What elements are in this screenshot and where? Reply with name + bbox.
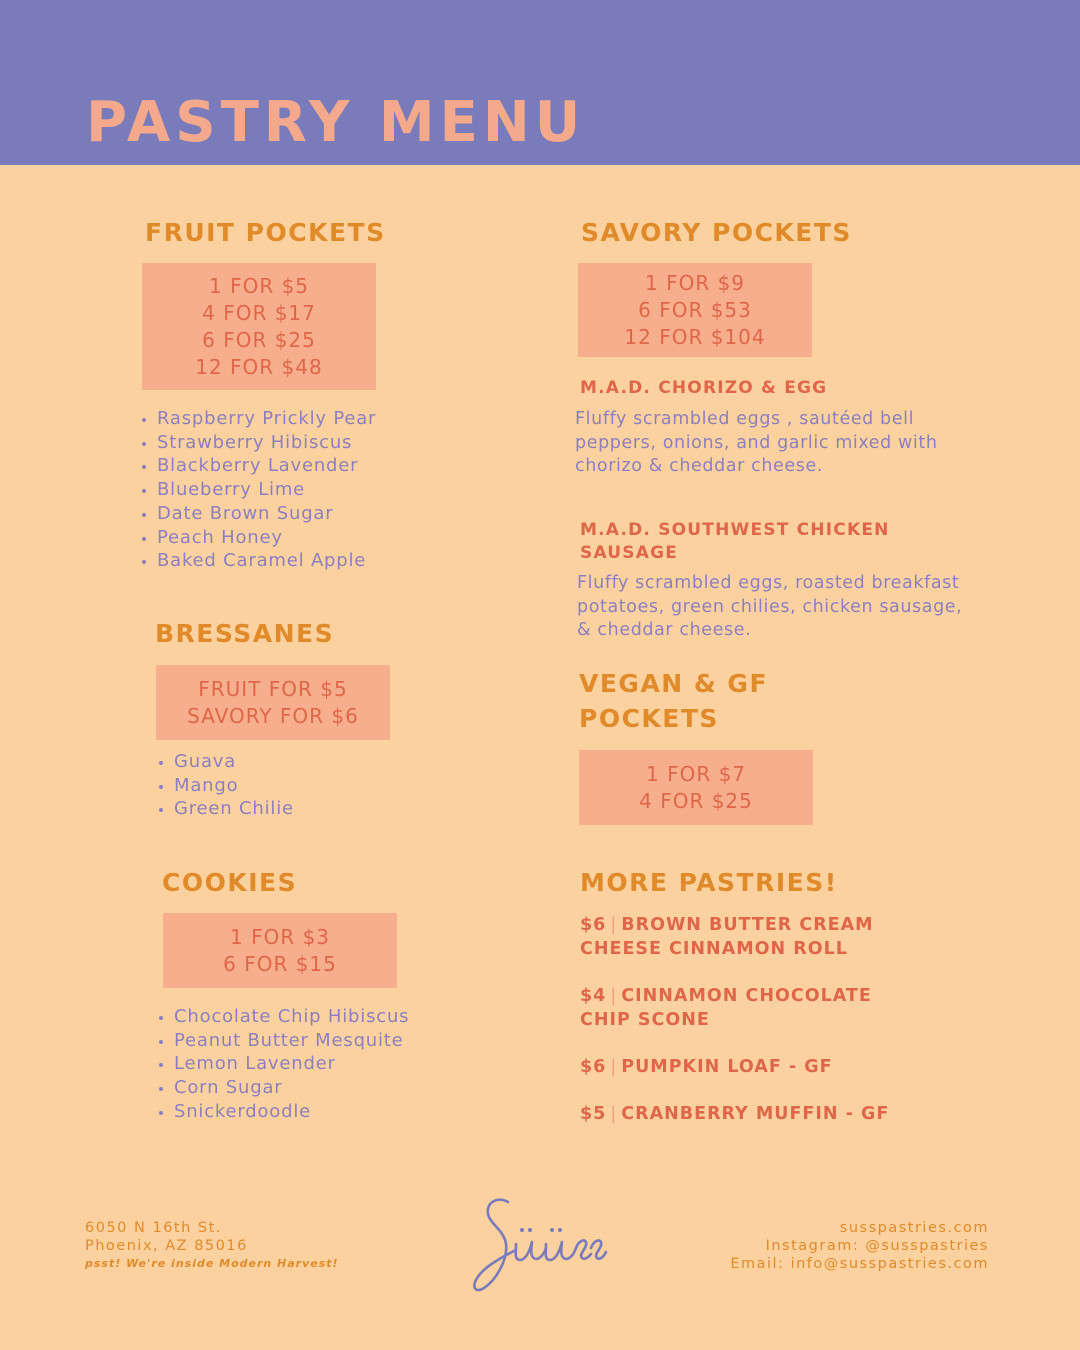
item-name: CINNAMON CHOCOLATE [621, 986, 872, 1006]
item-name: BROWN BUTTER CREAM [621, 915, 874, 935]
email-link[interactable]: Email: info@susspastries.com [730, 1256, 989, 1272]
bressanes-flavor-list [157, 750, 294, 821]
footer-contact [730, 1219, 989, 1273]
savory-pockets-price-box [578, 263, 812, 357]
price-line: 1 FOR $9 [644, 270, 746, 295]
location-note: psst! We're inside Modern Harvest! [85, 1257, 339, 1270]
instagram-link[interactable]: Instagram: @susspastries [765, 1238, 989, 1254]
item-price: $5 [580, 1104, 607, 1124]
savory-item-description: Fluffy scrambled eggs , sautéed bell peppers, onions, and garlic mixed with chorizo & cheddar cheese. [575, 409, 938, 476]
list-item: Baked Caramel Apple [140, 549, 376, 573]
price-line: SAVORY FOR $6 [187, 703, 359, 728]
more-pastry-item [580, 1103, 889, 1127]
list-item: Peanut Butter Mesquite [157, 1029, 409, 1053]
suss-logo [470, 1192, 610, 1297]
cookies-title: COOKIES [162, 868, 298, 897]
bressanes-price-box [156, 665, 390, 740]
bressanes-title: BRESSANES [155, 619, 335, 648]
item-price: $6 [580, 1057, 607, 1077]
price-line: 6 FOR $25 [202, 327, 316, 352]
price-line: 1 FOR $3 [229, 924, 331, 949]
price-line: 6 FOR $15 [223, 951, 337, 976]
price-line: 6 FOR $53 [638, 297, 752, 322]
price-line: 4 FOR $17 [202, 300, 316, 325]
website-link[interactable]: susspastries.com [839, 1220, 989, 1236]
page-title: PASTRY MENU [86, 90, 586, 155]
item-price: $6 [580, 915, 607, 935]
savory-item-title: M.A.D. CHORIZO & EGG [580, 378, 828, 398]
more-pastry-item [580, 1056, 833, 1080]
savory-pockets-title: SAVORY POCKETS [581, 218, 852, 247]
list-item: Snickerdoodle [157, 1100, 409, 1124]
list-item: Date Brown Sugar [140, 502, 376, 526]
list-item: Raspberry Prickly Pear [140, 407, 376, 431]
item-name-line2: CHEESE CINNAMON ROLL [580, 938, 848, 959]
price-line: 4 FOR $25 [639, 788, 753, 813]
fruit-pockets-price-box [142, 263, 376, 390]
list-item: Peach Honey [140, 526, 376, 550]
footer-address [85, 1219, 339, 1272]
list-item: Corn Sugar [157, 1076, 409, 1100]
list-item: Blackberry Lavender [140, 454, 376, 478]
list-item: Lemon Lavender [157, 1052, 409, 1076]
price-line: 1 FOR $5 [208, 273, 310, 298]
list-item: Mango [157, 774, 294, 798]
list-item: Green Chilie [157, 797, 294, 821]
separator: | [610, 915, 618, 935]
fruit-pockets-flavor-list [140, 407, 376, 573]
price-line: FRUIT FOR $5 [198, 676, 348, 701]
savory-item-description: Fluffy scrambled eggs, roasted breakfast potatoes, green chilies, chicken sausage, & cheddar cheese. [577, 573, 963, 640]
price-line: 1 FOR $7 [645, 761, 747, 786]
item-price: $4 [580, 986, 607, 1006]
vegan-gf-title-line1: VEGAN & GF [579, 669, 769, 698]
more-pastry-item [580, 985, 872, 1032]
price-line: 12 FOR $48 [195, 354, 323, 379]
separator: | [610, 1057, 618, 1077]
item-name: CRANBERRY MUFFIN - GF [621, 1104, 890, 1124]
separator: | [610, 986, 618, 1006]
fruit-pockets-title: FRUIT POCKETS [145, 218, 386, 247]
cookies-flavor-list [157, 1005, 409, 1124]
vegan-gf-price-box [579, 750, 813, 825]
list-item: Chocolate Chip Hibiscus [157, 1005, 409, 1029]
address-line: 6050 N 16th St. [85, 1220, 222, 1236]
item-name-line2: CHIP SCONE [580, 1009, 710, 1030]
list-item: Blueberry Lime [140, 478, 376, 502]
price-line: 12 FOR $104 [624, 324, 766, 349]
separator: | [610, 1104, 618, 1124]
vegan-gf-title-line2: POCKETS [579, 704, 719, 733]
address-line: Phoenix, AZ 85016 [85, 1238, 248, 1254]
more-pastry-item [580, 914, 874, 961]
item-name: PUMPKIN LOAF - GF [621, 1057, 833, 1077]
cookies-price-box [163, 913, 397, 988]
list-item: Strawberry Hibiscus [140, 431, 376, 455]
more-pastries-title: MORE PASTRIES! [580, 868, 838, 897]
list-item: Guava [157, 750, 294, 774]
savory-item-title: M.A.D. SOUTHWEST CHICKEN SAUSAGE [580, 520, 890, 563]
